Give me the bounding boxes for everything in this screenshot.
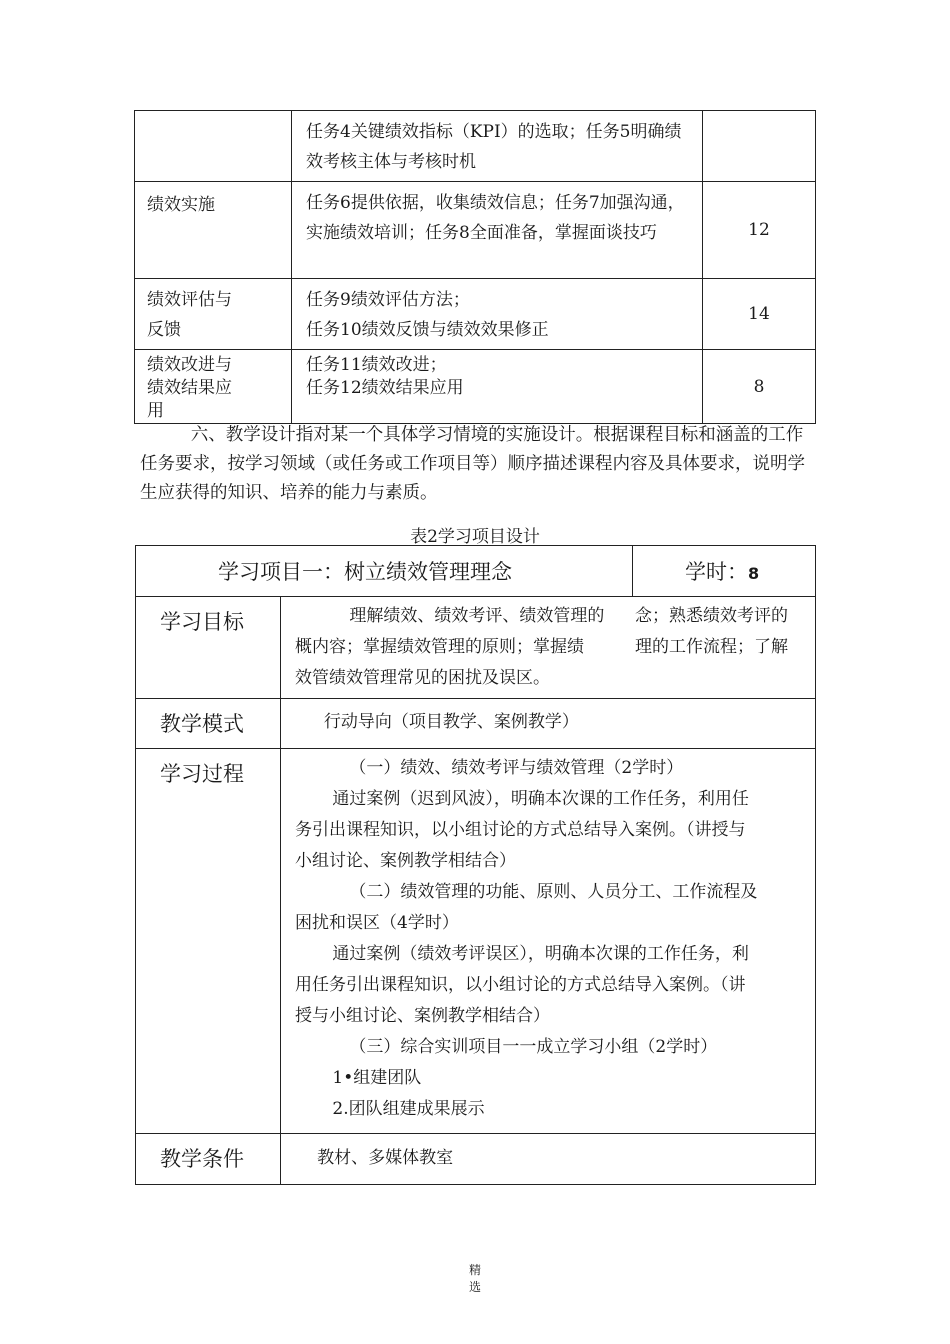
process-line: 务引出课程知识，以小组讨论的方式总结导入案例。（讲授与 <box>295 820 746 840</box>
mode-text: 行动导向（项目教学、案例教学） <box>323 712 579 732</box>
task-line: 任务11绩效改进； <box>306 355 447 375</box>
table-row <box>136 749 816 1134</box>
table-row <box>135 182 816 279</box>
process-line: 困扰和误区（4学时） <box>295 913 459 933</box>
process-line: （一）绩效、绩效考评与绩效管理（2学时） <box>349 758 684 778</box>
process-line: 用任务引出课程知识，以小组讨论的方式总结导入案例。（讲 <box>295 975 746 995</box>
goal-line: 效管绩效管理常见的困扰及误区。 <box>295 668 550 688</box>
tasks-cell: 任务6提供依据，收集绩效信息；任务7加强沟通，实施绩效培训；任务8全面准备，掌握面谈技巧 <box>292 182 703 279</box>
hours-cell <box>703 111 816 182</box>
section-six-paragraph <box>140 421 820 508</box>
process-line: （二）绩效管理的功能、原则、人员分工、工作流程及 <box>349 882 758 902</box>
goal-content <box>281 597 816 699</box>
stage-text: 绩效改进与绩效结果应用 <box>147 355 232 421</box>
mode-content <box>281 699 816 749</box>
project-title: 学习项目一：树立绩效管理理念 <box>136 546 633 597</box>
footer-char: 选 <box>468 1280 481 1294</box>
goal-line: 理的工作流程；了解 <box>635 637 788 657</box>
paragraph-text: 六、教学设计指对某一个具体学习情境的实施设计。根据课程目标和涵盖的工作任务要求，按学习领域（或任务或工作项目等）顺序描述课程内容及具体要求，说明学生应获得的知识、培养的能力与素质。 <box>140 425 805 503</box>
task-line: 任务9绩效评估方法； <box>306 290 470 310</box>
process-line: 2.团队组建成果展示 <box>332 1099 485 1119</box>
tasks-cell <box>292 350 703 424</box>
project-hours <box>633 546 816 597</box>
hours-cell: 8 <box>703 350 816 424</box>
condition-content <box>281 1134 816 1185</box>
stage-text: 绩效评估与反馈 <box>147 290 232 340</box>
goal-label: 学习目标 <box>136 597 281 699</box>
process-line: 小组讨论、案例教学相结合） <box>295 851 516 871</box>
mode-label: 教学模式 <box>136 699 281 749</box>
table-row <box>136 1134 816 1185</box>
tasks-cell: 任务4关键绩效指标（KPI）的选取；任务5明确绩效考核主体与考核时机 <box>292 111 703 182</box>
goal-line: 概内容；掌握绩效管理的原则；掌握绩 <box>295 637 584 657</box>
process-line: 通过案例（绩效考评误区），明确本次课的工作任务，利 <box>332 944 749 964</box>
table-row <box>135 279 816 350</box>
process-label: 学习过程 <box>136 749 281 1134</box>
hours-value: 8 <box>748 564 760 583</box>
stage-cell: 绩效实施 <box>135 182 292 279</box>
goal-line: 理解绩效、绩效考评、绩效管理的 <box>349 606 605 626</box>
task-line: 任务12绩效结果应用 <box>306 378 464 398</box>
process-line: 通过案例（迟到风波），明确本次课的工作任务，利用任 <box>332 789 749 809</box>
condition-text: 教材、多媒体教室 <box>317 1148 454 1168</box>
footer-char: 精 <box>468 1263 481 1277</box>
process-line: （三）综合实训项目一一成立学习小组（2学时） <box>349 1037 718 1057</box>
table-row <box>135 350 816 424</box>
table-row <box>135 111 816 182</box>
table-caption: 表2学习项目设计 <box>410 527 540 547</box>
page-footer <box>0 1262 950 1296</box>
hours-cell: 12 <box>703 182 816 279</box>
task-line: 任务10绩效反馈与绩效效果修正 <box>306 320 549 340</box>
hours-label: 学时： <box>685 560 748 584</box>
learning-project-table <box>135 545 816 1185</box>
tasks-cell <box>292 279 703 350</box>
goal-line: 念；熟悉绩效考评的 <box>635 606 788 626</box>
table-row <box>136 546 816 597</box>
stage-cell <box>135 350 292 424</box>
process-content <box>281 749 816 1134</box>
process-line: 1•组建团队 <box>332 1068 422 1088</box>
stage-cell <box>135 111 292 182</box>
process-line: 授与小组讨论、案例教学相结合） <box>295 1006 550 1026</box>
course-structure-table <box>134 110 816 424</box>
condition-label: 教学条件 <box>136 1134 281 1185</box>
table-row <box>136 597 816 699</box>
hours-cell: 14 <box>703 279 816 350</box>
stage-cell <box>135 279 292 350</box>
table-row <box>136 699 816 749</box>
